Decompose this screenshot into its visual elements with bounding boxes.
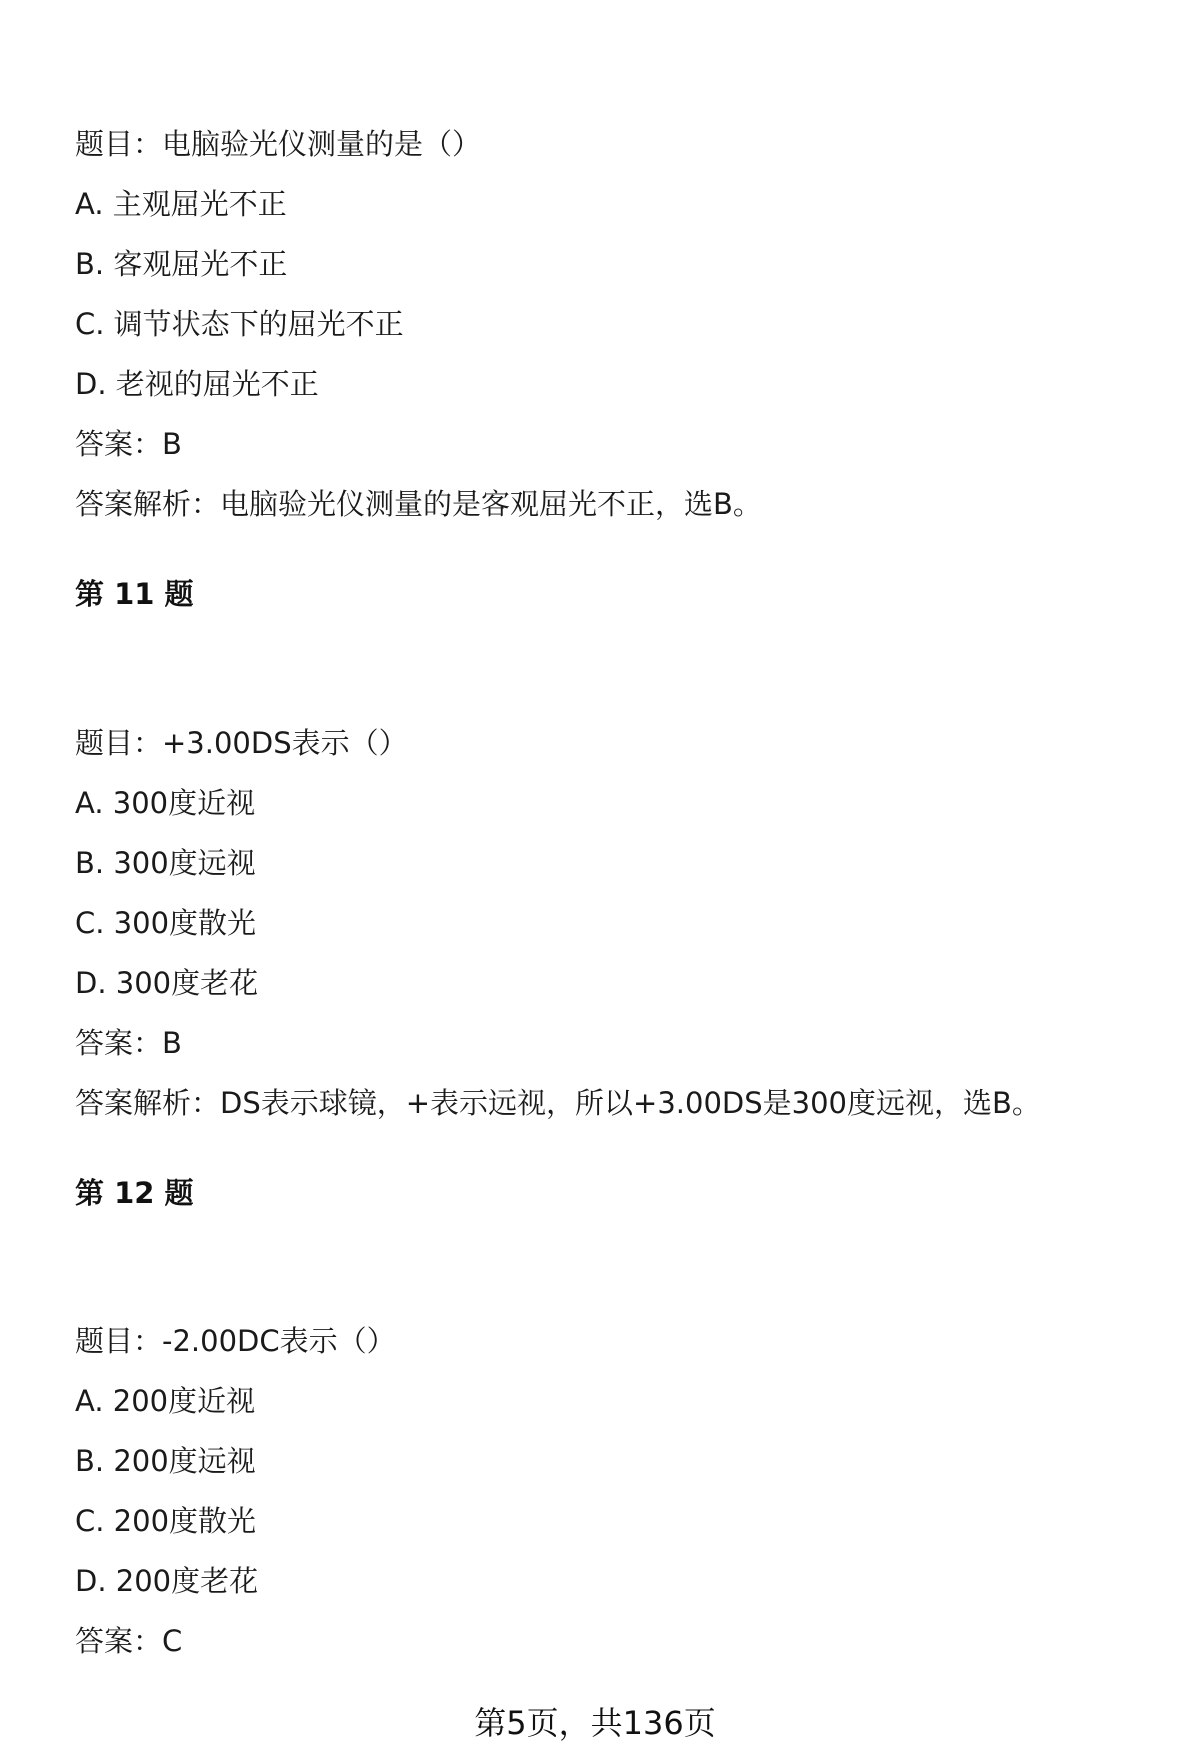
option-b: B. 300度远视 [75, 846, 256, 880]
option-b: B. 200度远视 [75, 1444, 256, 1478]
option-a: A. 300度近视 [75, 786, 256, 820]
question-text: 题目：-2.00DC表示（） [75, 1324, 396, 1358]
option-d: D. 300度老花 [75, 966, 259, 1000]
option-b: B. 客观屈光不正 [75, 247, 288, 281]
question-heading: 第 12 题 [75, 1176, 194, 1210]
option-d: D. 老视的屈光不正 [75, 367, 319, 401]
answer: 答案：B [75, 427, 182, 461]
option-a: A. 200度近视 [75, 1384, 256, 1418]
answer: 答案：B [75, 1026, 182, 1060]
option-c: C. 300度散光 [75, 906, 257, 940]
answer: 答案：C [75, 1624, 183, 1658]
answer-explanation: 答案解析：电脑验光仪测量的是客观屈光不正，选B。 [75, 487, 762, 521]
option-d: D. 200度老花 [75, 1564, 259, 1598]
question-text: 题目：+3.00DS表示（） [75, 726, 408, 760]
answer-explanation: 答案解析：DS表示球镜，+表示远视，所以+3.00DS是300度远视，选B。 [75, 1086, 1041, 1120]
question-text: 题目：电脑验光仪测量的是（） [75, 127, 482, 161]
option-c: C. 200度散光 [75, 1504, 257, 1538]
option-a: A. 主观屈光不正 [75, 187, 287, 221]
question-heading: 第 11 题 [75, 577, 194, 611]
option-c: C. 调节状态下的屈光不正 [75, 307, 404, 341]
page-number-footer: 第5页，共136页 [474, 1704, 716, 1742]
